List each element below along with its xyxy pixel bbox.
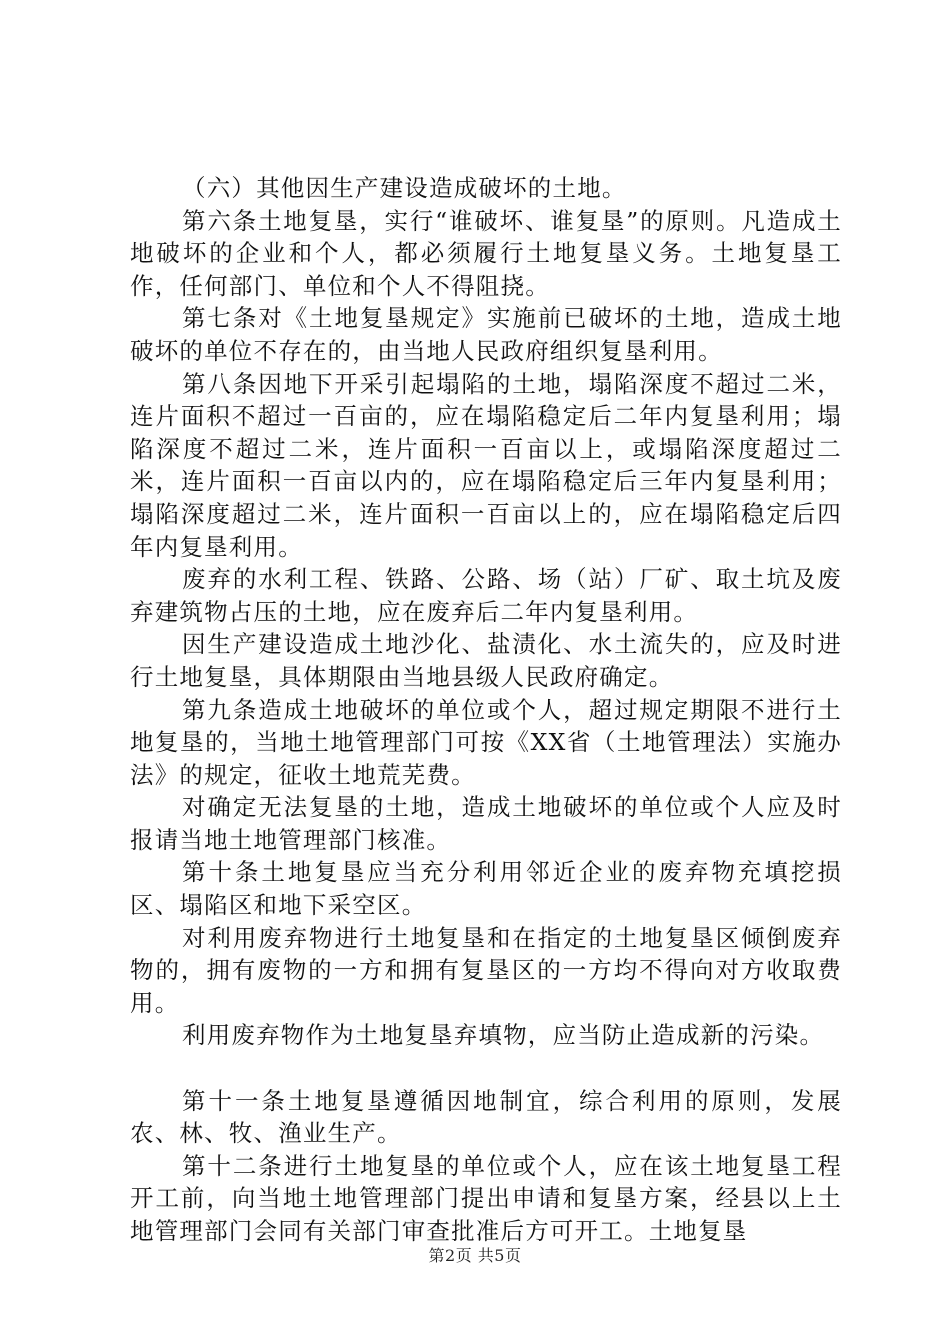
paragraph-article-7: 第七条对《土地复垦规定》实施前已破坏的土地，造成土地破坏的单位不存在的，由当地人民政府组织复垦利用。	[130, 304, 842, 365]
paragraph-unrecoverable-land: 对确定无法复垦的土地，造成土地破坏的单位或个人应及时报请当地土地管理部门核准。	[130, 793, 842, 854]
paragraph-article-11: 第十一条土地复垦遵循因地制宜，综合利用的原则，发展农、林、牧、渔业生产。	[130, 1086, 842, 1148]
paragraph-article-9: 第九条造成土地破坏的单位或个人，超过规定期限不进行土地复垦的，当地土地管理部门可按《XX省（土地管理法）实施办法》的规定，征收土地荒芜费。	[130, 695, 842, 789]
paragraph-waste-fees: 对利用废弃物进行土地复垦和在指定的土地复垦区倾倒废弃物的，拥有废物的一方和拥有复垦区的一方均不得向对方收取费用。	[130, 923, 842, 1017]
paragraph-article-10: 第十条土地复垦应当充分利用邻近企业的废弃物充填挖损区、塌陷区和地下采空区。	[130, 858, 842, 920]
paragraph-article-12: 第十二条进行土地复垦的单位或个人，应在该土地复垦工程开工前，向当地土地管理部门提出申请和复垦方案，经县以上土地管理部门会同有关部门审查批准后方可开工。土地复垦	[130, 1151, 842, 1245]
paragraph-pollution: 利用废弃物作为土地复垦弃填物，应当防止造成新的污染。	[182, 1021, 825, 1050]
paragraph-article-8: 第八条因地下开采引起塌陷的土地，塌陷深度不超过二米，连片面积不超过一百亩的，应在塌陷稳定后二年内复垦利用；塌陷深度不超过二米，连片面积一百亩以上，或塌陷深度超过二米，连片面积一百亩以内的，应在塌陷稳定后三年内复垦利用；塌陷深度超过二米，连片面积一百亩以上的，应在塌陷稳定后四年内复垦利用。	[130, 369, 842, 561]
paragraph-article-6: 第六条土地复垦，实行“谁破坏、谁复垦”的原则。凡造成土地破坏的企业和个人，都必须履行土地复垦义务。土地复垦工作，任何部门、单位和个人不得阻挠。	[130, 206, 842, 300]
document-body	[130, 172, 842, 1248]
page-number-footer: 第2页 共5页	[428, 1246, 522, 1265]
paragraph-abandoned-works: 废弃的水利工程、铁路、公路、场（站）厂矿、取土坑及废弃建筑物占压的土地，应在废弃后二年内复垦利用。	[130, 565, 842, 626]
paragraph-item-6: （六）其他因生产建设造成破坏的土地。	[182, 174, 627, 202]
paragraph-desertification: 因生产建设造成土地沙化、盐渍化、水土流失的，应及时进行土地复垦，具体期限由当地县级人民政府确定。	[130, 630, 842, 691]
